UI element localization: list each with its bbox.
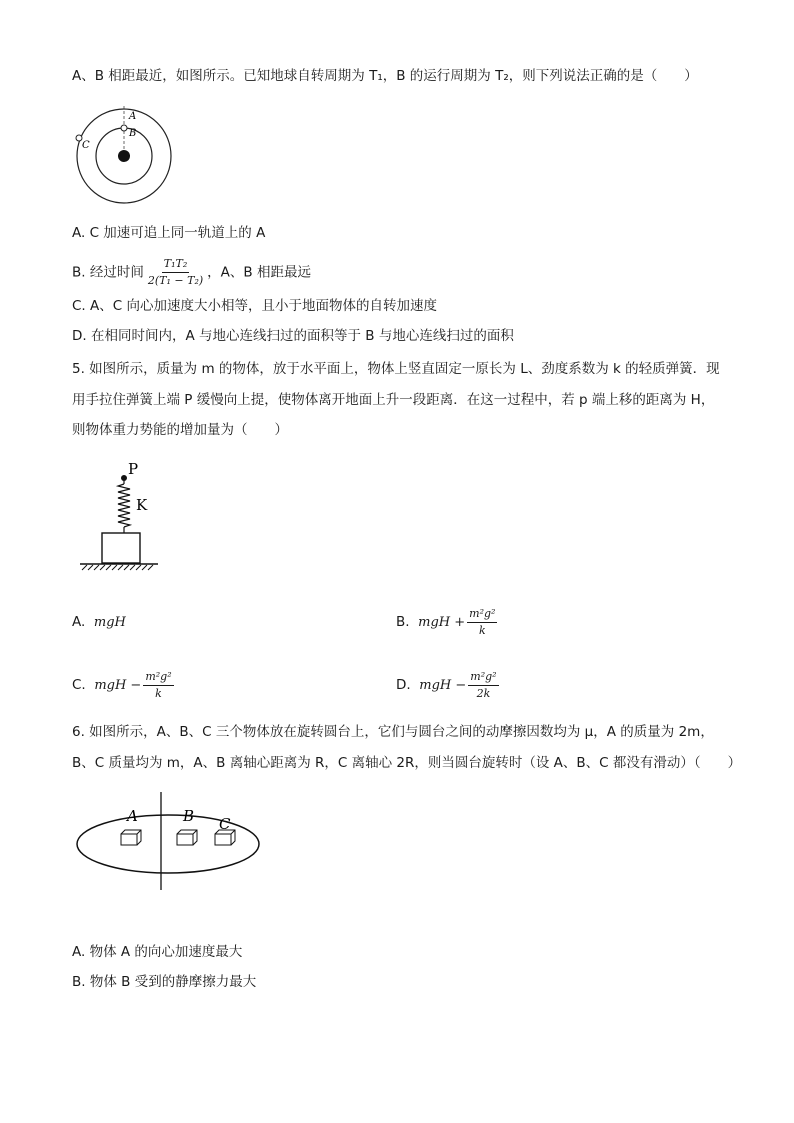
label-a: A	[127, 807, 138, 825]
q5-stem-line-3: 则物体重力势能的增加量为（ ）	[72, 422, 288, 438]
label-k: K	[136, 496, 148, 514]
label-c: C	[82, 140, 90, 151]
label-p: P	[128, 460, 139, 478]
block-a	[121, 830, 141, 845]
q4-option-b-suffix: ，A、B 相距最远	[207, 264, 311, 281]
q5-option-c	[72, 667, 176, 704]
q5-stem-line-2: 用手拉住弹簧上端 P 缓慢向上提，使物体离开地面上升一段距离．在这一过程中，若 p 端上移的距离为 H，	[72, 392, 715, 408]
q5-stem-line-1: 5. 如图所示，质量为 m 的物体，放于水平面上，物体上竖直固定一原长为 L、劲度系数为 k 的轻质弹簧．现	[72, 361, 720, 377]
option-label: D.	[396, 677, 411, 693]
label-c: C	[219, 815, 231, 833]
spring	[118, 484, 130, 527]
label-b: B	[129, 128, 137, 139]
option-expression: mgH −	[94, 678, 142, 693]
option-expression: mgH +	[418, 615, 466, 630]
option-label: B.	[396, 614, 410, 630]
option-fraction	[467, 606, 497, 639]
q4-option-c: C. A、C 向心加速度大小相等，且小于地面物体的自转加速度	[72, 298, 437, 314]
option-label: A.	[72, 614, 86, 630]
ground-hatching	[82, 565, 153, 570]
orbit-diagram	[72, 100, 176, 204]
question-4-stem-tail: A、B 相距最近，如图所示。已知地球自转周期为 T₁，B 的运行周期为 T₂，则下列说法正确的是（ ）	[72, 68, 698, 84]
option-fraction	[468, 669, 498, 702]
option-fraction	[143, 669, 173, 702]
satellite-b	[121, 125, 127, 131]
fraction-numerator: m²g²	[467, 606, 497, 623]
fraction-denominator: 2(T₁ − T₂)	[147, 274, 204, 287]
q4-option-b	[72, 256, 311, 289]
block-b	[177, 830, 197, 845]
option-expression: mgH −	[419, 678, 467, 693]
q4-option-b-prefix: B. 经过时间	[72, 264, 144, 281]
q4-option-b-fraction	[146, 256, 205, 289]
turntable-diagram	[72, 790, 268, 894]
q5-option-a	[72, 612, 126, 633]
spring-block-diagram	[78, 460, 162, 578]
earth	[118, 150, 130, 162]
option-label: C.	[72, 677, 86, 693]
fraction-numerator: m²g²	[143, 669, 173, 686]
fraction-numerator: T₁T₂	[162, 256, 190, 273]
fraction-numerator: m²g²	[468, 669, 498, 686]
label-b: B	[183, 807, 195, 825]
block	[102, 533, 140, 563]
fraction-denominator: k	[478, 623, 486, 637]
label-a: A	[129, 111, 137, 122]
option-expression: mgH	[93, 615, 126, 630]
q5-option-b	[396, 604, 499, 641]
q4-option-d: D. 在相同时间内，A 与地心连线扫过的面积等于 B 与地心连线扫过的面积	[72, 328, 514, 344]
fraction-denominator: k	[155, 686, 162, 700]
q6-option-b: B. 物体 B 受到的静摩擦力最大	[72, 974, 257, 990]
fraction-denominator: 2k	[476, 686, 491, 700]
q6-stem-line-2: B、C 质量均为 m，A、B 离轴心距离为 R，C 离轴心 2R，则当圆台旋转时（设 A、B、C 都没有滑动）（ ）	[72, 755, 742, 771]
q6-stem-line-1: 6. 如图所示，A、B、C 三个物体放在旋转圆台上，它们与圆台之间的动摩擦因数均为 μ，A 的质量为 2m，	[72, 724, 714, 740]
q4-option-a: A. C 加速可追上同一轨道上的 A	[72, 225, 266, 241]
q5-option-d	[396, 667, 501, 704]
q6-option-a: A. 物体 A 的向心加速度最大	[72, 944, 243, 960]
